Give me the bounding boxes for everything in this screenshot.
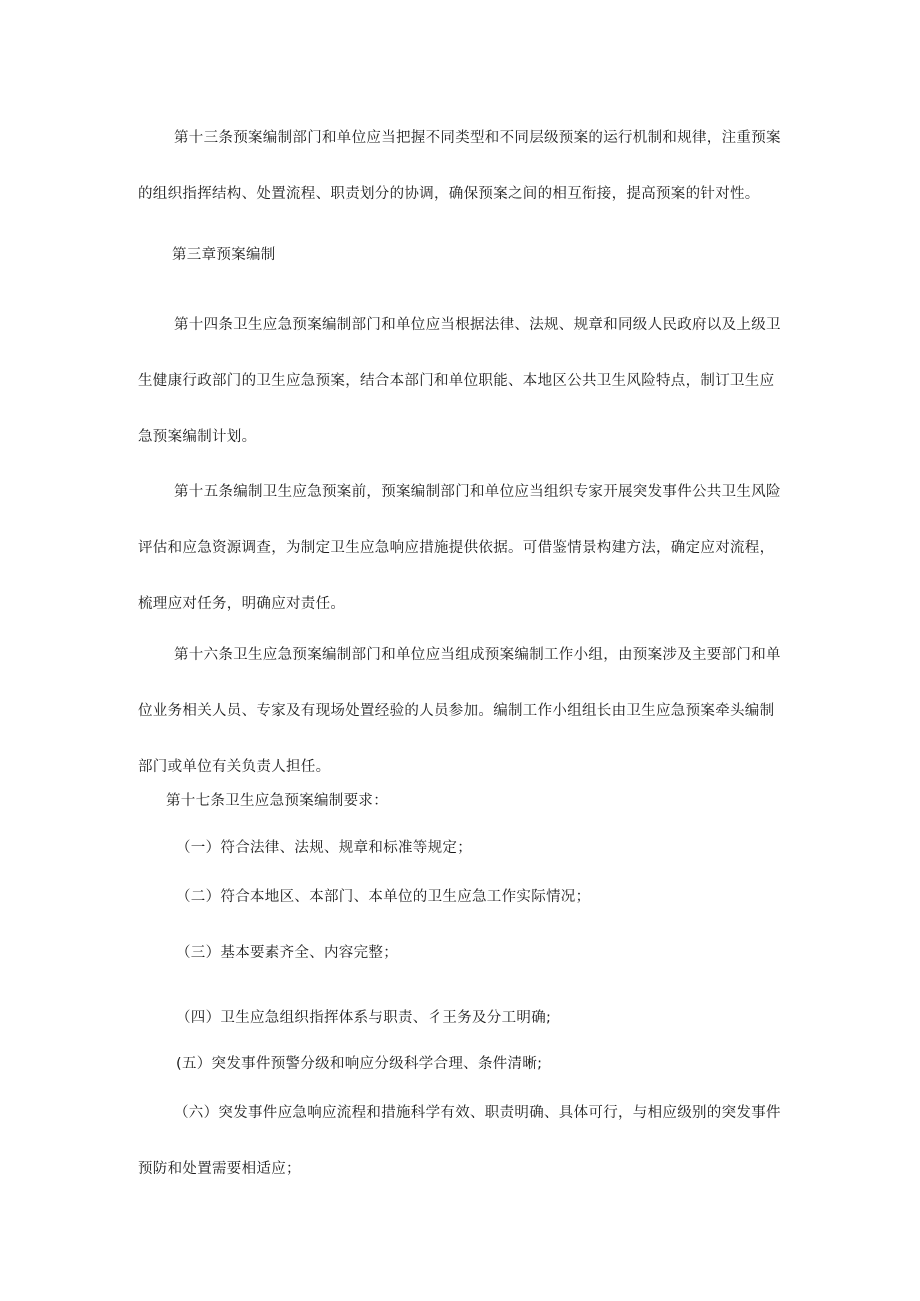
chapter-3-heading: 第三章预案编制 bbox=[172, 247, 276, 263]
requirement-item-5: (五）突发事件预警分级和响应分级科学合理、条件清晰; bbox=[176, 1056, 543, 1072]
requirement-item-3: （三）基本要素齐全、内容完整； bbox=[176, 945, 398, 961]
requirement-item-1: （一）符合法律、法规、规章和标准等规定； bbox=[176, 840, 472, 856]
requirement-item-2: （二）符合本地区、本部门、本单位的卫生应急工作实际情况； bbox=[176, 889, 591, 905]
article-14-paragraph: 第十四条卫生应急预案编制部门和单位应当根据法律、法规、规章和同级人民政府以及上级卫生健康行政部门的卫生应急预案，结合本部门和单位职能、本地区公共卫生风险特点，制订卫生应急预案编制计划。 bbox=[138, 317, 781, 445]
requirement-item-4: （四）卫生应急组织指挥体系与职责、彳王务及分工明确; bbox=[176, 1010, 552, 1026]
article-13-paragraph: 第十三条预案编制部门和单位应当把握不同类型和不同层级预案的运行机制和规律，注重预案的组织指挥结构、处置流程、职责划分的协调，确保预案之间的相互衔接，提高预案的针对性。 bbox=[138, 130, 781, 202]
requirement-item-6: （六）突发事件应急响应流程和措施科学有效、职责明确、具体可行，与相应级别的突发事件预防和处置需要相适应； bbox=[138, 1105, 781, 1177]
article-15-paragraph: 第十五条编制卫生应急预案前，预案编制部门和单位应当组织专家开展突发事件公共卫生风险评估和应急资源调查，为制定卫生应急响应措施提供依据。可借鉴情景构建方法，确定应对流程，梳理应对任务，明确应对责任。 bbox=[138, 484, 781, 612]
article-17-paragraph: 第十七条卫生应急预案编制要求： bbox=[166, 793, 388, 809]
article-16-paragraph: 第十六条卫生应急预案编制部门和单位应当组成预案编制工作小组，由预案涉及主要部门和单位业务相关人员、专家及有现场处置经验的人员参加。编制工作小组组长由卫生应急预案牵头编制部门或单位有关负责人担任。 bbox=[138, 647, 781, 775]
